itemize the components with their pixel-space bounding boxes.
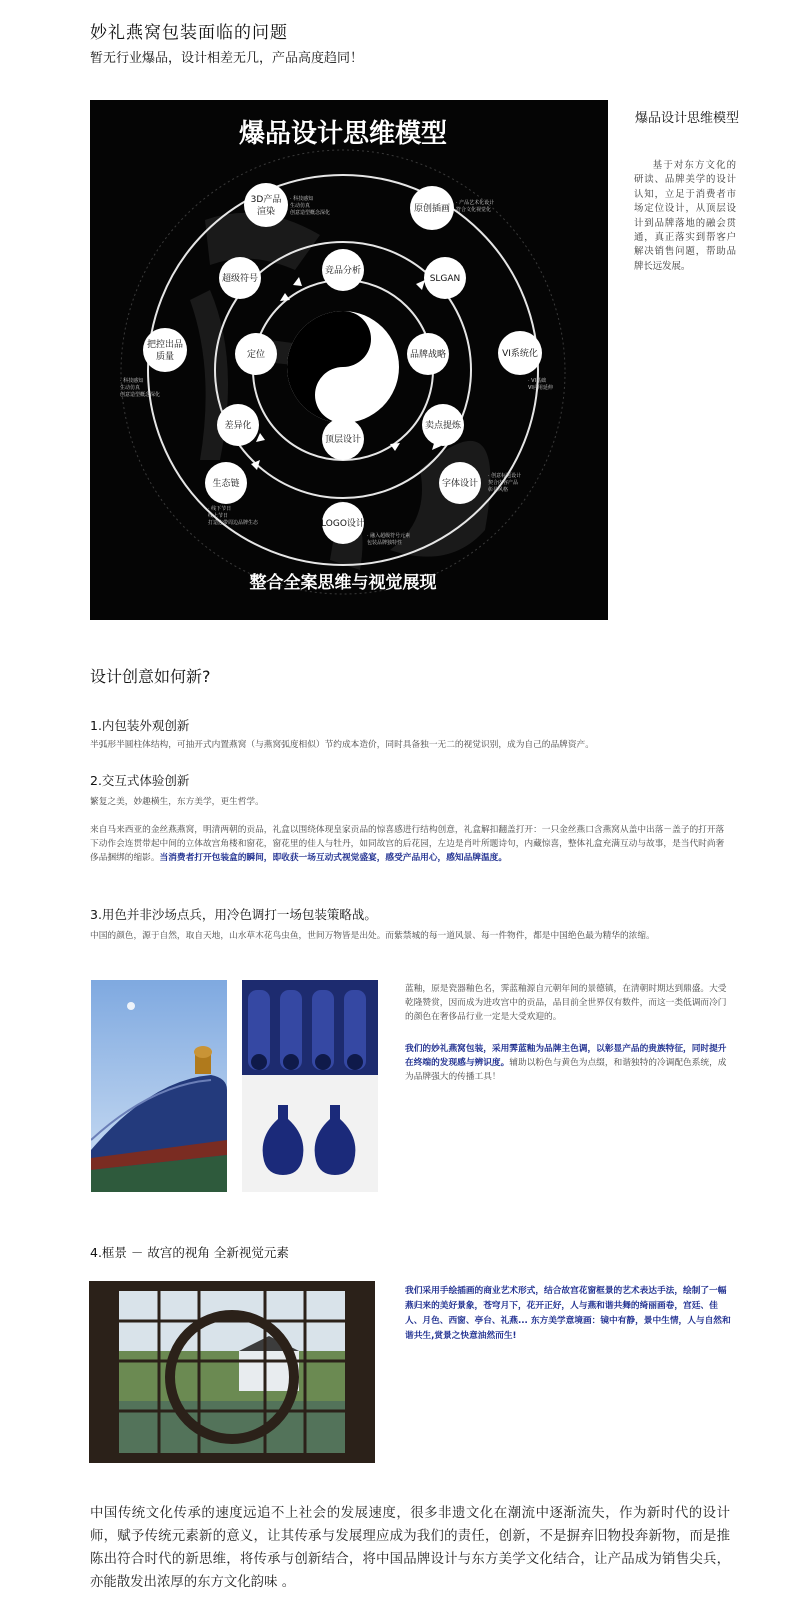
node-differentiation [217, 404, 259, 446]
node-origin-illustration [410, 186, 454, 230]
svg-text:SLGAN: SLGAN [429, 274, 461, 284]
svg-text:创意造型概念深化: 创意造型概念深化 [290, 210, 331, 216]
section-title: 设计创意如何新? [90, 667, 211, 686]
svg-text:渲染: 渲染 [256, 207, 276, 217]
node-brand-grasp [143, 328, 187, 372]
sidebar-text: 基于对东方文化的研读、品牌美学的设计认知，立足于消费者市场定位设计，从顶层设计到品牌落地的融会贯通，真正落实到帮客户解决销售问题，帮助品牌长远发展。 [634, 160, 736, 272]
svg-text:· 科技感知: · 科技感知 [290, 196, 314, 202]
page-title: 妙礼燕窝包装面临的问题 [90, 23, 288, 43]
svg-text:VI应用延伸: VI应用延伸 [528, 385, 553, 391]
note-font-design [488, 472, 521, 493]
svg-text:生动仿真: 生动仿真 [120, 385, 141, 391]
diagram-footer: 整合全案思维与视觉展现 [249, 573, 437, 593]
svg-text:符合文化视觉化: 符合文化视觉化 [456, 207, 492, 213]
note-3d-product [290, 195, 330, 216]
item2-paragraph-highlight: 当消费者打开包装盒的瞬间，即收获一场互动式视觉盛宴，感受产品用心，感知品牌温度。 [159, 853, 507, 864]
svg-text:差异化: 差异化 [224, 421, 252, 431]
item3-text: 中国的颜色，源于自然，取自天地，山水草木花鸟虫鱼，世间万物皆是出处。而紫禁城的每一道风景、每一件物件，都是中国绝色最为精华的浓缩。 [90, 931, 655, 941]
node-slogan [424, 257, 466, 299]
svg-text:· 科技感知: · 科技感知 [120, 378, 144, 384]
design-model-diagram [90, 100, 608, 620]
svg-text:质量: 质量 [155, 352, 175, 362]
item4-heading: 4.框景 － 故宫的视角 全新视觉元素 [90, 1245, 289, 1260]
svg-text:· 融入超级符号元素: · 融入超级符号元素 [367, 533, 411, 539]
svg-text:LOGO设计: LOGO设计 [321, 519, 365, 529]
svg-text:契合内容产品: 契合内容产品 [488, 480, 519, 486]
node-vi [498, 331, 542, 375]
svg-text:VI系统化: VI系统化 [502, 349, 538, 359]
moon-window-photo [89, 1281, 375, 1463]
svg-text:品牌战略: 品牌战略 [409, 350, 447, 360]
temple-of-heaven-photo [91, 980, 227, 1192]
center-mark: 东柏 [332, 376, 364, 394]
closing-paragraph: 中国传统文化传承的速度远追不上社会的发展速度，很多非遗文化在潮流中逐渐流失，作为新时代的设计师，赋予传统元素新的意义，让其传承与发展理应成为我们的责任，创新，不是摒弃旧物投奔新物，而是推陈出符合时代的新思维，将传承与创新结合，将中国品牌设计与东方美学文化结合，让产品成为销售尖兵，亦能散发出浓厚的东方文化韵味 。 [90, 1506, 730, 1590]
note-vi [528, 377, 553, 391]
node-3d-product [244, 183, 288, 227]
svg-text:线上节日: 线上节日 [208, 513, 229, 519]
note-brand-grasp [120, 377, 160, 398]
note-ecosystem [208, 505, 259, 526]
color-text-1: 蓝釉，原是瓷器釉色名，霁蓝釉源自元朝年间的景德镇，在清朝时期达到鼎盛。大受乾隆赞赏，因而成为进攻宫中的贡品，品目前全世界仅有数件，而这一类低调而冷门的颜色在奢侈品行业一定是大受欢迎的。 [405, 984, 727, 1023]
item1-text: 半弧形半圆柱体结构，可抽开式内置燕窝（与燕窝弧度相似）节约成本造价，同时具备独一无二的视觉识别，成为自己的品牌资产。 [90, 740, 594, 750]
color-text-2-highlight: 我们的妙礼燕窝包装，采用霁蓝釉为品牌主色调，以彰显产品的贵族特征，同时提升在终端的发现感与辨识度。 [405, 1044, 727, 1069]
color-text-2-rest: 辅助以粉色与黄色为点缀，和谐独特的冷调配色系统，成为品牌强大的传播工具！ [405, 1058, 727, 1083]
svg-text:创意造型概念深化: 创意造型概念深化 [120, 392, 161, 398]
sidebar-title: 爆品设计思维模型 [635, 111, 740, 126]
svg-text:把控出品: 把控出品 [146, 340, 184, 350]
svg-text:字体设计: 字体设计 [441, 479, 479, 489]
item4-text: 我们采用手绘插画的商业艺术形式，结合故宫花窗框景的艺术表达手法，绘制了一幅燕归来的美好景象，苍穹月下，花开正好，人与燕和谐共舞的绮丽画卷，宫廷、佳人、月色、西窗、亭台、礼燕... 东方美学意境画：镜中有静，景中生情，人与自然和谐共生,赏景之快意油然而生! [405, 1286, 731, 1341]
svg-text:彰显风格: 彰显风格 [488, 487, 509, 493]
svg-text:超级符号: 超级符号 [221, 274, 259, 284]
svg-text:· 线下节日: · 线下节日 [208, 506, 232, 512]
blue-glaze-photo [242, 980, 378, 1192]
node-super-symbol [219, 257, 261, 299]
node-positioning [235, 333, 277, 375]
color-text-2 [405, 1042, 735, 1085]
svg-text:卖点提炼: 卖点提炼 [424, 421, 462, 431]
svg-text:定位: 定位 [246, 350, 266, 360]
note-origin-illustration [456, 199, 494, 213]
item3-heading: 3.用色并非沙场点兵，用冷色调打一场包装策略战。 [90, 907, 377, 922]
node-font-design [439, 462, 481, 504]
item2-paragraph [90, 823, 730, 866]
diagram-title: 爆品设计思维模型 [238, 119, 448, 149]
node-selling-point [422, 404, 464, 446]
item2-paragraph-text: 来自马来西亚的金丝燕燕窝，明清两朝的贡品，礼盒以围绕体现皇家贡品的惊喜感进行结构创意，礼盒解扣翻盖打开：一只金丝燕口含燕窝从盖中出落－盖子的打开落下动作会连贯带起中间的立体故宫角楼和窗花，窗花里的佳人与牡丹，如同故宫的后花园，左边是肖叶所题诗句，内藏惊喜，整体礼盒充满互动与故事，是当代时尚奢侈品捆绑的缩影。 [90, 825, 725, 864]
page-subtitle: 暂无行业爆品，设计相差无几，产品高度趋同！ [90, 51, 364, 66]
svg-text:· VI基础: · VI基础 [528, 378, 547, 384]
svg-text:生态链: 生态链 [212, 479, 240, 489]
svg-text:生动仿真: 生动仿真 [290, 203, 311, 209]
svg-text:· 创意标题设计: · 创意标题设计 [488, 473, 522, 479]
svg-text:包装品牌独特性: 包装品牌独特性 [367, 540, 403, 546]
node-competitor [322, 249, 364, 291]
item2-line1: 繁复之美，妙趣横生，东方美学，更生哲学。 [90, 797, 264, 807]
svg-text:打造连带周边品牌生态: 打造连带周边品牌生态 [208, 520, 259, 526]
svg-text:3D产品: 3D产品 [250, 195, 282, 205]
node-ecosystem [205, 462, 247, 504]
node-brand-strategy [407, 333, 449, 375]
node-top-design [322, 418, 364, 460]
svg-text:原创插画: 原创插画 [413, 204, 451, 214]
item1-heading: 1.内包装外观创新 [90, 718, 190, 733]
item2-heading: 2.交互式体验创新 [90, 773, 190, 788]
svg-text:· 产品艺术化设计: · 产品艺术化设计 [456, 200, 495, 206]
svg-text:竞品分析: 竞品分析 [324, 266, 362, 276]
svg-text:顶层设计: 顶层设计 [324, 435, 362, 445]
center-label: 品牌方 [320, 322, 366, 340]
